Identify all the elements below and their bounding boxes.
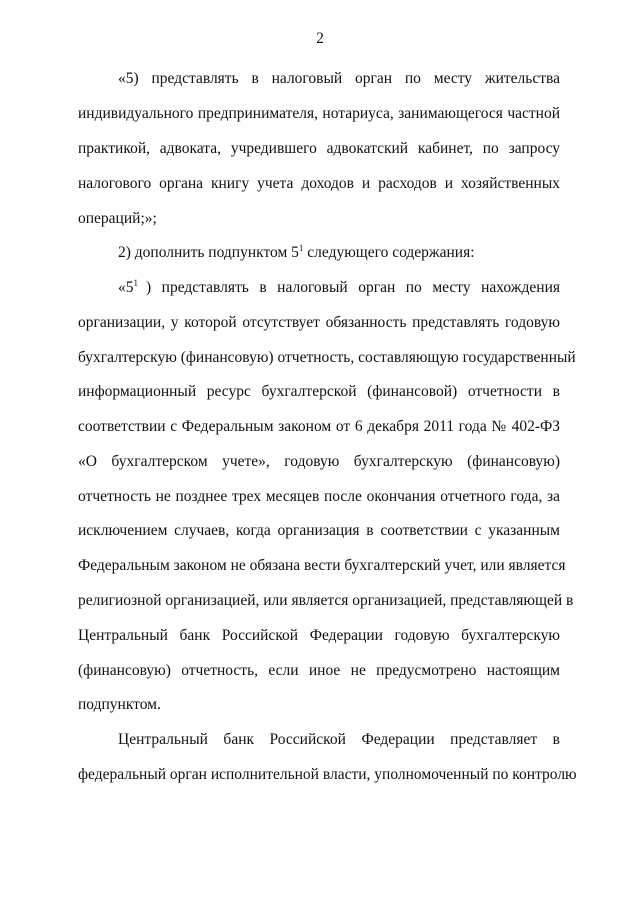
text-line: индивидуального предпринимателя, нотариуса, занимающегося частной (78, 105, 560, 122)
text-fragment: 2) дополнить подпунктом 5 (118, 244, 299, 261)
text-line: организации, у которой отсутствует обязанность представлять годовую (78, 314, 560, 331)
text-line: практикой, адвоката, учредившего адвокатский кабинет, по запросу (78, 140, 560, 157)
text-line: Центральный банк Российской Федерации представляет в (118, 731, 560, 748)
text-line: «5) представлять в налоговый орган по месту жительства (118, 70, 560, 87)
text-fragment: «5 (118, 279, 134, 296)
text-line: бухгалтерскую (финансовую) отчетность, составляющую государственный (78, 349, 576, 366)
text-line: подпунктом. (78, 696, 161, 713)
text-line: федеральный орган исполнительной власти, уполномоченный по контролю (78, 766, 577, 783)
text-line: информационный ресурс бухгалтерской (финансовой) отчетности в (78, 383, 560, 400)
text-line: (финансовую) отчетность, если иное не предусмотрено настоящим (78, 662, 560, 679)
text-line: Федеральным законом не обязана вести бухгалтерский учет, или является (78, 557, 566, 574)
text-line: исключением случаев, когда организация в соответствии с указанным (78, 522, 560, 539)
superscript: 1 (298, 243, 304, 253)
text-line: Центральный банк Российской Федерации годовую бухгалтерскую (78, 627, 560, 644)
text-line (118, 278, 560, 298)
text-line: отчетность не позднее трех месяцев после окончания отчетного года, за (78, 488, 560, 505)
text-line (118, 243, 560, 263)
text-fragment (118, 278, 138, 298)
text-line: операций;»; (78, 210, 157, 227)
text-line: налогового органа книгу учета доходов и расходов и хозяйственных (78, 175, 560, 192)
page-number: 2 (316, 30, 324, 47)
text-line: религиозной организацией, или является организацией, представляющей в (78, 592, 574, 609)
text-fragment: ) представлять в налоговый орган по месту нахождения (146, 279, 560, 296)
text-line: соответствии с Федеральным законом от 6 декабря 2011 года № 402-ФЗ (78, 418, 560, 435)
text-line: «О бухгалтерском учете», годовую бухгалтерскую (финансовую) (78, 453, 560, 470)
superscript: 1 (133, 278, 138, 288)
text-fragment: следующего содержания: (303, 244, 475, 261)
